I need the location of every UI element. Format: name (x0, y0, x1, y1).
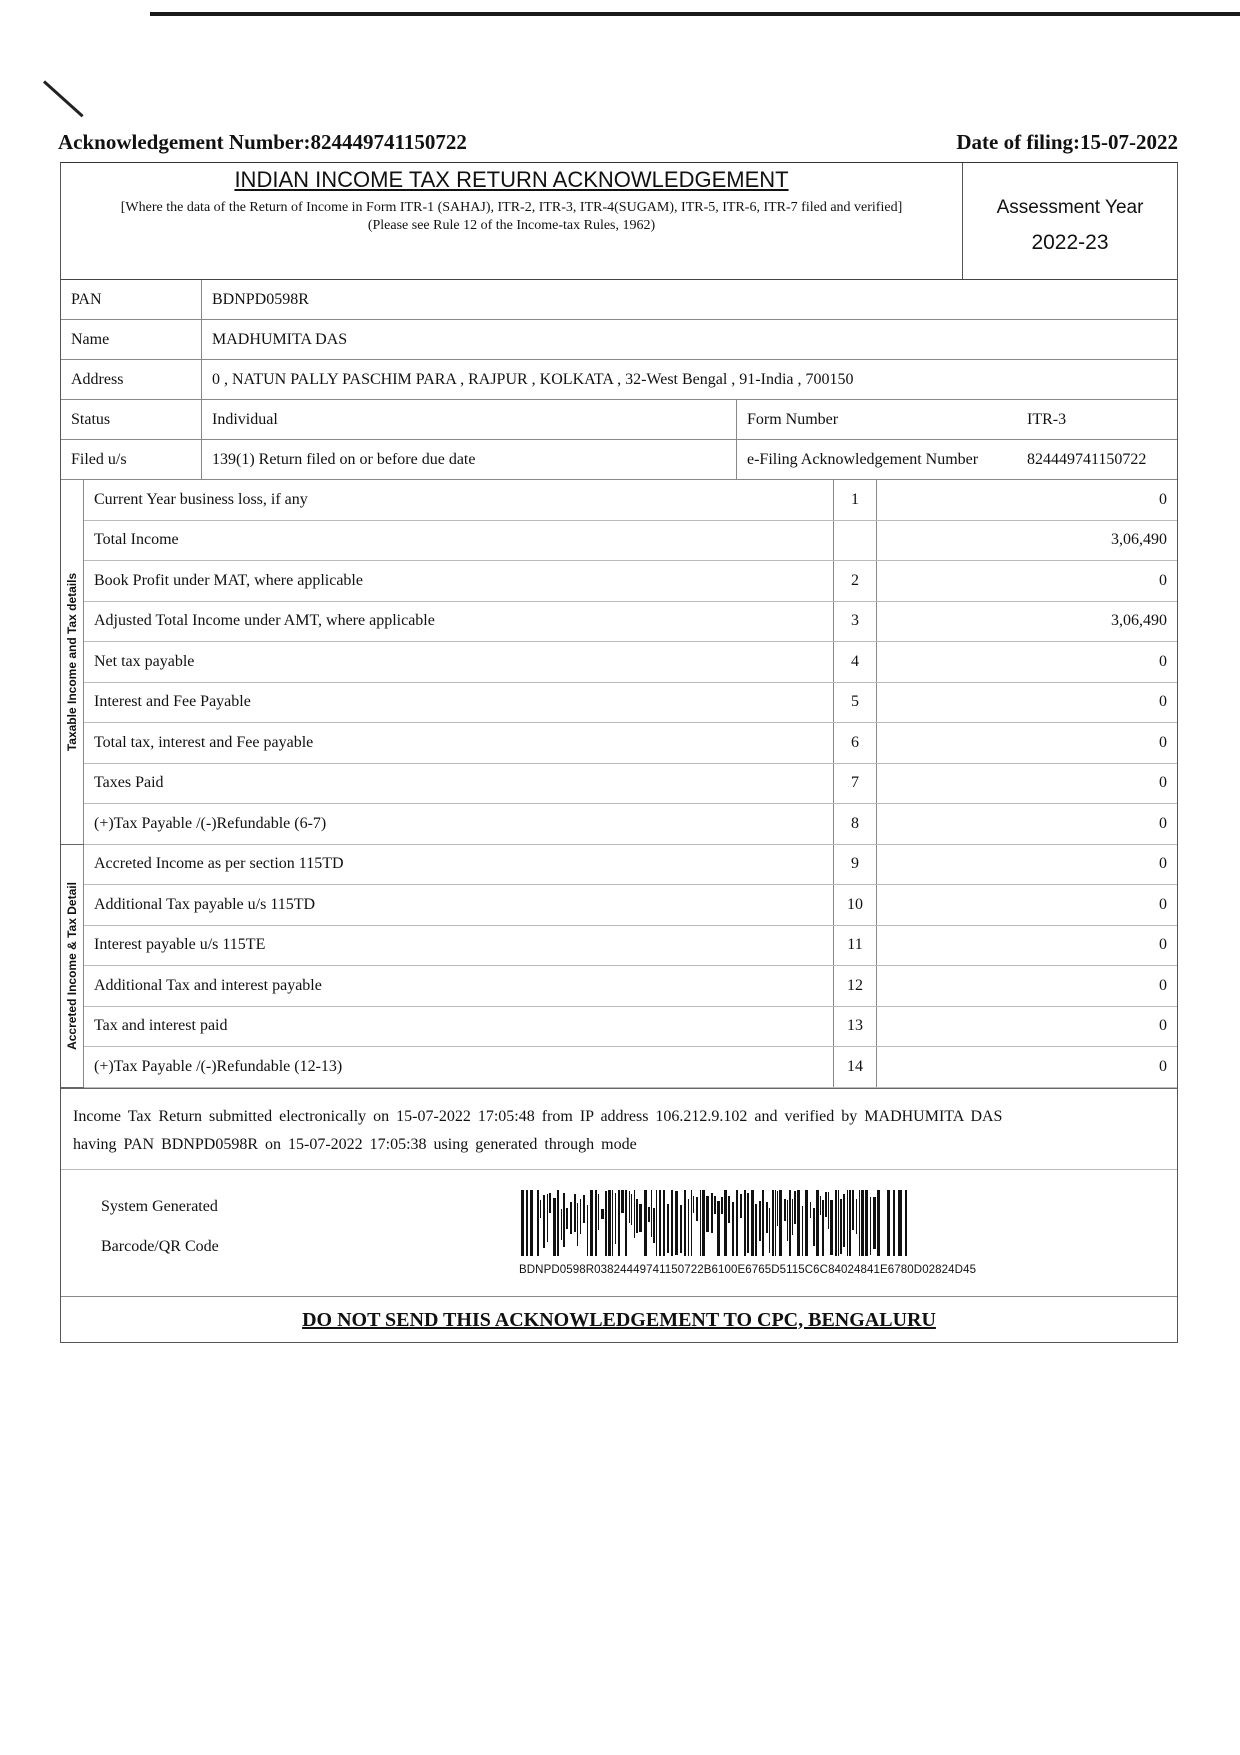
taxable-side-cell (61, 480, 84, 844)
row-amount: 0 (877, 1047, 1178, 1088)
name-row (61, 320, 1177, 360)
system-generated-label: System Generated (101, 1197, 218, 1215)
name-label: Name (61, 320, 202, 360)
pan-row (61, 280, 1177, 320)
verification-line-2: having PAN BDNPD0598R on 15-07-2022 17:05:38 using generated through mode (73, 1135, 637, 1153)
filed-us-row (61, 440, 1177, 480)
table-row (61, 1006, 1177, 1047)
row-amount: 0 (877, 723, 1178, 764)
row-amount: 0 (877, 642, 1178, 683)
taxable-income-table (61, 480, 1177, 845)
row-number: 4 (834, 642, 877, 683)
document-title: INDIAN INCOME TAX RETURN ACKNOWLEDGEMENT (234, 167, 789, 192)
row-number: 10 (834, 885, 877, 926)
assessment-year-box (962, 163, 1177, 279)
row-amount: 3,06,490 (877, 601, 1178, 642)
verification-statement (61, 1088, 1177, 1169)
row-amount: 0 (877, 804, 1178, 845)
row-amount: 0 (877, 966, 1178, 1007)
footer-notice-box (61, 1296, 1177, 1343)
table-row (61, 601, 1177, 642)
row-amount: 0 (877, 885, 1178, 926)
row-label: (+)Tax Payable /(-)Refundable (6-7) (84, 804, 834, 845)
row-label: (+)Tax Payable /(-)Refundable (12-13) (84, 1047, 834, 1088)
table-row (61, 682, 1177, 723)
row-amount: 0 (877, 763, 1178, 804)
row-label: Adjusted Total Income under AMT, where applicable (84, 601, 834, 642)
name-value: MADHUMITA DAS (202, 320, 1178, 360)
address-label: Address (61, 360, 202, 400)
row-number: 14 (834, 1047, 877, 1088)
table-row (61, 804, 1177, 845)
row-label: Additional Tax and interest payable (84, 966, 834, 1007)
row-number: 8 (834, 804, 877, 845)
rule-note: (Please see Rule 12 of the Income-tax Rules, 1962) (367, 218, 656, 233)
form-number-label: Form Number (737, 400, 1018, 440)
row-amount: 3,06,490 (877, 520, 1178, 561)
row-label: Book Profit under MAT, where applicable (84, 561, 834, 602)
pen-mark (43, 80, 84, 117)
row-number: 3 (834, 601, 877, 642)
date-of-filing: Date of filing:15-07-2022 (956, 130, 1178, 154)
row-amount: 0 (877, 682, 1178, 723)
footer-notice: DO NOT SEND THIS ACKNOWLEDGEMENT TO CPC, BENGALURU (302, 1308, 936, 1331)
row-number: 5 (834, 682, 877, 723)
row-label: Additional Tax payable u/s 115TD (84, 885, 834, 926)
row-label: Current Year business loss, if any (84, 480, 834, 520)
accreted-side-label: Accreted Income & Tax Detail (65, 881, 79, 1050)
acknowledgement-number: Acknowledgement Number:824449741150722 (58, 130, 467, 154)
barcode-text: BDNPD0598R03824449741150722B6100E6765D5115C6C84024841E6780D02824D45 (519, 1263, 977, 1276)
taxpayer-info-table (61, 280, 1177, 480)
row-amount: 0 (877, 480, 1178, 520)
table-row (61, 520, 1177, 561)
row-number (834, 520, 877, 561)
row-label: Interest payable u/s 115TE (84, 925, 834, 966)
pan-label: PAN (61, 280, 202, 320)
table-row (61, 845, 1177, 885)
document-subtitle: [Where the data of the Return of Income in Form ITR-1 (SAHAJ), ITR-2, ITR-3, ITR-4(SUGAM), ITR-5, ITR-6, ITR-7 filed and verified] (120, 200, 903, 215)
table-row (61, 642, 1177, 683)
table-row (61, 480, 1177, 520)
table-row (61, 925, 1177, 966)
row-number: 2 (834, 561, 877, 602)
row-number: 13 (834, 1006, 877, 1047)
address-row (61, 360, 1177, 400)
efiling-ack-label: e-Filing Acknowledgement Number (737, 440, 1018, 480)
taxable-side-label: Taxable Income and Tax details (65, 572, 79, 751)
row-label: Net tax payable (84, 642, 834, 683)
acknowledgement-document (60, 162, 1178, 1343)
filed-us-label: Filed u/s (61, 440, 202, 480)
document-header (61, 163, 1177, 280)
table-row (61, 561, 1177, 602)
row-number: 11 (834, 925, 877, 966)
filed-us-value: 139(1) Return filed on or before due date (202, 440, 737, 480)
header-main (61, 163, 962, 279)
pan-value: BDNPD0598R (202, 280, 1178, 320)
table-row (61, 966, 1177, 1007)
accreted-side-cell (61, 845, 84, 1088)
efiling-ack-value: 824449741150722 (1017, 440, 1177, 480)
table-row (61, 723, 1177, 764)
row-label: Total tax, interest and Fee payable (84, 723, 834, 764)
row-label: Taxes Paid (84, 763, 834, 804)
row-label: Accreted Income as per section 115TD (84, 845, 834, 885)
row-number: 7 (834, 763, 877, 804)
address-value: 0 , NATUN PALLY PASCHIM PARA , RAJPUR , KOLKATA , 32-West Bengal , 91-India , 700150 (202, 360, 1178, 400)
barcode-image (521, 1190, 911, 1256)
table-row (61, 885, 1177, 926)
table-row (61, 1047, 1177, 1088)
table-row (61, 763, 1177, 804)
accreted-income-table (61, 845, 1177, 1088)
barcode-label: Barcode/QR Code (101, 1237, 219, 1255)
row-amount: 0 (877, 561, 1178, 602)
system-generated-section (61, 1169, 1177, 1296)
row-number: 6 (834, 723, 877, 764)
row-amount: 0 (877, 845, 1178, 885)
status-row (61, 400, 1177, 440)
row-number: 9 (834, 845, 877, 885)
top-rule (150, 12, 1240, 16)
row-number: 1 (834, 480, 877, 520)
row-label: Interest and Fee Payable (84, 682, 834, 723)
row-label: Total Income (84, 520, 834, 561)
status-label: Status (61, 400, 202, 440)
row-number: 12 (834, 966, 877, 1007)
row-amount: 0 (877, 1006, 1178, 1047)
status-value: Individual (202, 400, 737, 440)
row-label: Tax and interest paid (84, 1006, 834, 1047)
row-amount: 0 (877, 925, 1178, 966)
assessment-year-label: Assessment Year (996, 197, 1144, 218)
assessment-year-value: 2022-23 (1031, 231, 1109, 254)
verification-line-1: Income Tax Return submitted electronically on 15-07-2022 17:05:48 from IP address 106.212.9.102 and verified by MADHUMITA DAS (73, 1107, 1003, 1125)
form-number-value: ITR-3 (1017, 400, 1177, 440)
